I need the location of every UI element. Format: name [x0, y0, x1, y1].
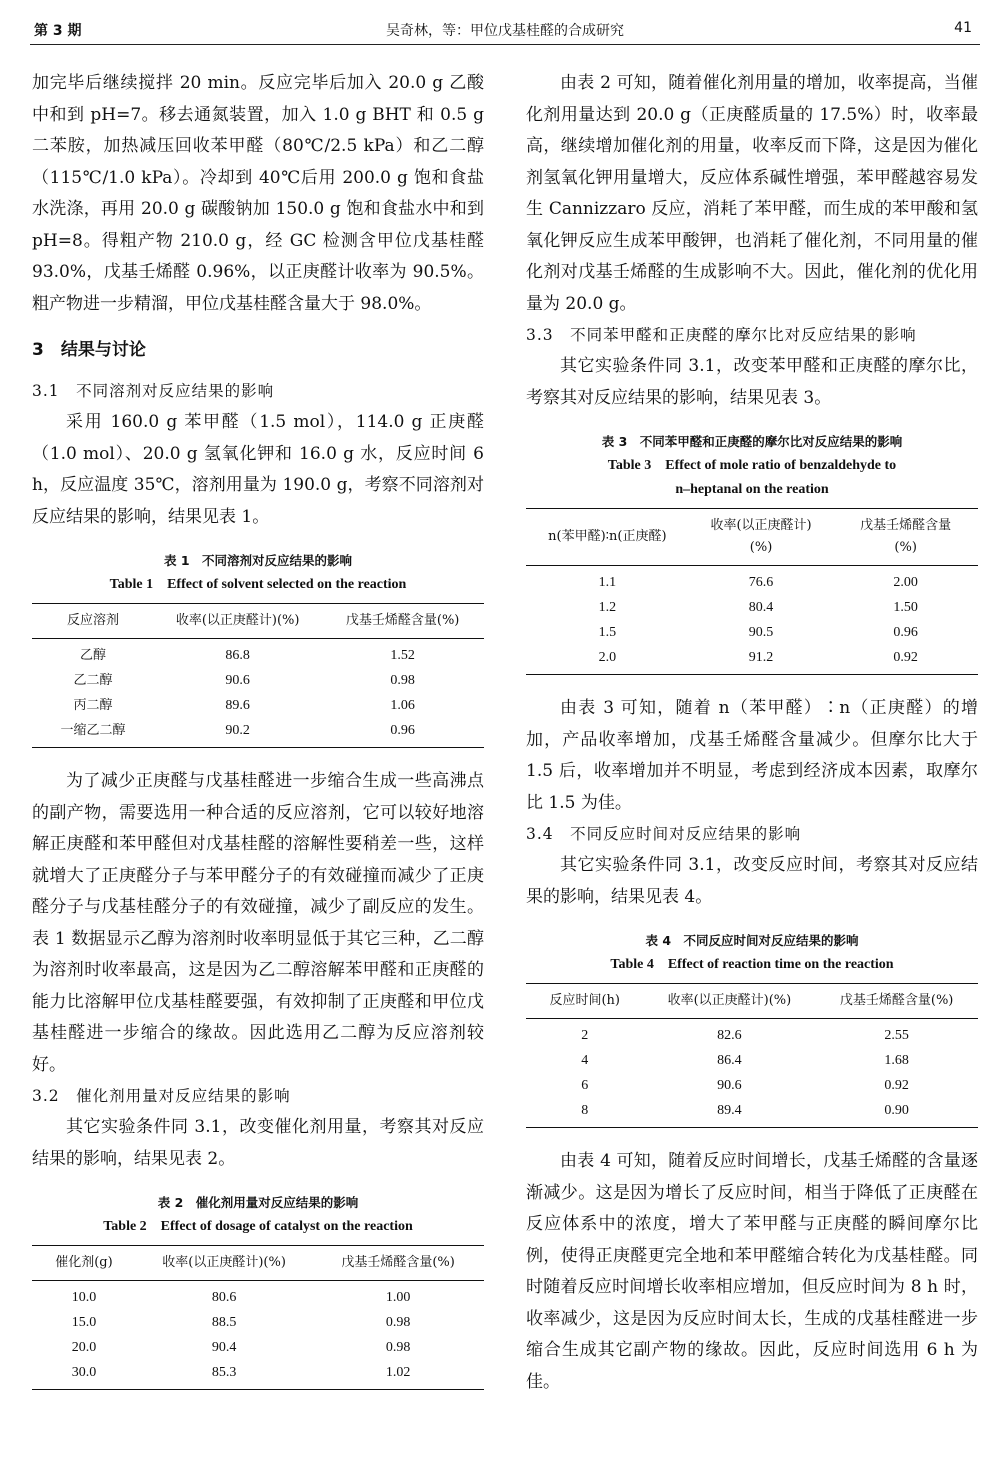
table-cell: 0.98 [385, 1340, 411, 1355]
subsection-heading-3-4: 3.4 不同反应时间对反应结果的影响 [526, 825, 802, 843]
table-row [32, 1281, 484, 1311]
table-cell: 85.3 [136, 1360, 312, 1390]
table-cell: 2.00 [893, 575, 918, 590]
table-row [32, 668, 484, 693]
table-header-row [526, 509, 978, 566]
table-1-grid [32, 603, 484, 748]
table-header-cell: 收率(以正庚醛计)(%) [644, 984, 816, 1019]
table-cell: 丙二醇 [73, 698, 113, 713]
table-cell: 1.2 [598, 600, 617, 615]
table-header-text: 戊基壬烯醛含量 [860, 518, 952, 533]
table-header-cell: 收率(以正庚醛计)(%) [136, 1246, 312, 1281]
table-cell: 0.90 [815, 1098, 978, 1128]
table-cell: 2.55 [884, 1028, 909, 1043]
table-header-cell: 催化剂(g) [32, 1246, 136, 1281]
table-header-cell: n(苯甲醛)∶n(正庚醛) [526, 509, 689, 566]
table-3-caption-zh: 表 3 不同苯甲醛和正庚醛的摩尔比对反应结果的影响 [601, 434, 903, 449]
paragraph-ratio-discussion: 由表 3 可知，随着 n（苯甲醛）∶n（正庚醛）的增加，产品收率增加，戊基壬烯醛含量减少。但摩尔比大于 1.5 后，收率增加并不明显，考虑到经济成本因素，取摩尔比 1.5 为佳。 [526, 698, 978, 813]
table-cell: 0.92 [833, 645, 978, 675]
table-cell: 10.0 [71, 1290, 97, 1305]
table-cell: 1.06 [390, 698, 415, 713]
table-row [526, 1098, 978, 1128]
table-cell: 1.68 [884, 1053, 909, 1068]
paragraph-procedure-end: 加完毕后继续搅拌 20 min。反应完毕后加入 20.0 g 乙酸中和到 pH=7。移去通氮装置，加入 1.0 g BHT 和 0.5 g 二苯胺，加热减压回收苯甲醛（80℃/2.5 kPa）和乙二醇（115℃/1.0 kPa）。冷却到 40℃后用 200.0 g 饱和食盐水洗涤，再用 20.0 g 碳酸钠加 150.0 g 饱和食盐水中和到 pH=8。得粗产物 210.0 g，经 GC 检测含甲位戊基桂醛 93.0%，戊基壬烯醛 0.96%，以正庚醛计收率为 90.5%。粗产物进一步精溜，甲位戊基桂醛含量大于 98.0%。 [32, 73, 484, 314]
table-cell: 6 [581, 1078, 589, 1093]
table-row [526, 620, 978, 645]
table-row [526, 1019, 978, 1049]
table-cell: 90.2 [154, 718, 321, 748]
table-row [32, 718, 484, 748]
table-2 [32, 1191, 484, 1390]
table-cell: 89.4 [644, 1098, 816, 1128]
table-4-caption-en: Table 4 Effect of reaction time on the reaction [610, 957, 894, 972]
table-cell: 80.6 [211, 1290, 237, 1305]
table-cell: 76.6 [748, 575, 774, 590]
paragraph-3-3: 其它实验条件同 3.1，改变苯甲醛和正庚醛的摩尔比，考察其对反应结果的影响，结果见表 3。 [526, 356, 978, 408]
table-header-text: 收率(以正庚醛计) [710, 518, 812, 533]
table-cell: 86.8 [225, 648, 250, 663]
table-1-caption-en: Table 1 Effect of solvent selected on the reaction [109, 577, 407, 592]
table-cell: 乙醇 [80, 648, 107, 663]
table-cell: 0.98 [390, 673, 415, 688]
table-row [32, 1335, 484, 1360]
table-2-caption-zh: 表 2 催化剂用量对反应结果的影响 [157, 1195, 359, 1210]
table-cell: 0.98 [385, 1315, 411, 1330]
table-row [526, 595, 978, 620]
subsection-heading-3-3: 3.3 不同苯甲醛和正庚醛的摩尔比对反应结果的影响 [526, 326, 917, 344]
table-header-cell: 反应溶剂 [32, 604, 154, 639]
table-cell: 90.6 [717, 1078, 742, 1093]
table-cell: 15.0 [71, 1315, 97, 1330]
paragraph-3-2: 其它实验条件同 3.1，改变催化剂用量，考察其对反应结果的影响，结果见表 2。 [32, 1117, 484, 1169]
table-cell: 80.4 [748, 600, 774, 615]
table-cell: 1.02 [312, 1360, 484, 1390]
table-row [32, 639, 484, 669]
table-3-grid [526, 508, 978, 675]
right-column [526, 68, 978, 1398]
table-cell: 1.5 [598, 625, 617, 640]
table-cell: 82.6 [717, 1028, 742, 1043]
running-header [30, 14, 980, 45]
table-header-cell: 戊基壬烯醛含量(%) [312, 1246, 484, 1281]
section-heading-results: 3 结果与讨论 [32, 340, 146, 360]
table-cell: 0.96 [321, 718, 484, 748]
paragraph-solvent-discussion: 为了减少正庚醛与戊基桂醛进一步缩合生成一些高沸点的副产物，需要选用一种合适的反应溶剂，它可以较好地溶解正庚醛和苯甲醛但对戊基桂醛的溶解性要稍差一些，这样就增大了正庚醛分子与苯甲醛分子的有效碰撞而减少了正庚醛分子与戊基桂醛分子的有效碰撞，减少了副反应的发生。表 1 数据显示乙醇为溶剂时收率明显低于其它三种，乙二醇为溶剂时收率最高，这是因为乙二醇溶解苯甲醛和正庚醛的能力比溶解甲位戊基桂醛要强，有效抑制了正庚醛和甲位戊基桂醛进一步缩合的缘故。因此选用乙二醇为反应溶剂较好。 [32, 771, 484, 1075]
table-1 [32, 549, 484, 748]
table-2-grid [32, 1245, 484, 1390]
table-header-unit: (%) [894, 540, 917, 555]
running-title: 吴奇林，等：甲位戊基桂醛的合成研究 [386, 23, 624, 39]
table-header-cell: 戊基壬烯醛含量(%) [815, 984, 978, 1019]
table-cell: 1.1 [598, 575, 617, 590]
table-cell: 1.50 [893, 600, 918, 615]
table-row [32, 693, 484, 718]
table-cell: 90.6 [225, 673, 250, 688]
table-cell: 2 [581, 1028, 589, 1043]
table-cell: 0.96 [893, 625, 918, 640]
table-cell: 乙二醇 [73, 673, 113, 688]
table-header-row [32, 604, 484, 639]
table-3-caption-en-line2: n–heptanal on the reation [675, 482, 829, 497]
table-header-row [526, 984, 978, 1019]
table-cell: 90.4 [211, 1340, 237, 1355]
table-cell: 1.00 [385, 1290, 411, 1305]
table-2-caption-en: Table 2 Effect of dosage of catalyst on the reaction [103, 1219, 413, 1234]
table-1-caption-zh: 表 1 不同溶剂对反应结果的影响 [163, 553, 353, 568]
table-3 [526, 430, 978, 675]
table-row [526, 566, 978, 596]
subsection-heading-3-1: 3.1 不同溶剂对反应结果的影响 [32, 382, 275, 400]
table-cell: 0.92 [884, 1078, 909, 1093]
table-header-unit: (%) [749, 540, 773, 555]
paragraph-time-discussion: 由表 4 可知，随着反应时间增长，戊基壬烯醛的含量逐渐减少。这是因为增长了反应时间，相当于降低了正庚醛在反应体系中的浓度，增大了苯甲醛与正庚醛的瞬间摩尔比例，使得正庚醛更完全地和苯甲醛缩合转化为戊基桂醛。同时随着反应时间增长收率相应增加，但反应时间为 8 h 时，收率减少，这是因为反应时间太长，生成的戊基桂醛进一步缩合生成其它副产物的缘故。因此，反应时间选用 6 h 为佳。 [526, 1151, 978, 1392]
page-number: 41 [954, 20, 972, 36]
table-header-cell [689, 509, 834, 566]
table-cell: 89.6 [225, 698, 250, 713]
table-row [526, 1073, 978, 1098]
table-row [526, 645, 978, 675]
table-4-caption-zh: 表 4 不同反应时间对反应结果的影响 [645, 933, 859, 948]
paragraph-3-4: 其它实验条件同 3.1，改变反应时间，考察其对反应结果的影响，结果见表 4。 [526, 855, 978, 907]
table-cell: 30.0 [32, 1360, 136, 1390]
table-cell: 20.0 [71, 1340, 97, 1355]
table-header-row [32, 1246, 484, 1281]
table-cell: 1.52 [390, 648, 415, 663]
paragraph-catalyst-discussion: 由表 2 可知，随着催化剂用量的增加，收率提高，当催化剂用量达到 20.0 g（正庚醛质量的 17.5%）时，收率最高，继续增加催化剂的用量，收率反而下降，这是因为催化剂氢氧化钾用量增大，反应体系碱性增强，苯甲醛越容易发生 Cannizzaro 反应，消耗了苯甲醛，而生成的苯甲酸和氢氧化钾反应生成苯甲酸钾，也消耗了催化剂，不同用量的催化剂对戊基壬烯醛的生成影响不大。因此，催化剂的优化用量为 20.0 g。 [526, 73, 978, 314]
table-cell: 86.4 [717, 1053, 742, 1068]
table-row [32, 1310, 484, 1335]
table-cell: 88.5 [211, 1315, 237, 1330]
table-row [32, 1360, 484, 1390]
table-cell: 8 [526, 1098, 644, 1128]
table-row [526, 1048, 978, 1073]
left-column [32, 68, 484, 1408]
table-header-cell: 收率(以正庚醛计)(%) [154, 604, 321, 639]
table-cell: 2.0 [526, 645, 689, 675]
table-cell: 90.5 [748, 625, 774, 640]
table-cell: 91.2 [689, 645, 834, 675]
table-4 [526, 929, 978, 1128]
paragraph-3-1: 采用 160.0 g 苯甲醛（1.5 mol），114.0 g 正庚醛（1.0 mol）、20.0 g 氢氧化钾和 16.0 g 水，反应时间 6 h，反应温度 35℃，溶剂用量为 190.0 g，考察不同溶剂对反应结果的影响，结果见表 1。 [32, 412, 484, 527]
subsection-heading-3-2: 3.2 催化剂用量对反应结果的影响 [32, 1087, 291, 1105]
table-4-grid [526, 983, 978, 1128]
table-header-cell: 戊基壬烯醛含量(%) [321, 604, 484, 639]
table-3-caption-en-line1: Table 3 Effect of mole ratio of benzaldehyde to [607, 458, 897, 473]
table-header-cell [833, 509, 978, 566]
issue-number: 第 3 期 [34, 23, 82, 39]
table-cell: 4 [581, 1053, 589, 1068]
table-cell: 一缩乙二醇 [32, 718, 154, 748]
table-header-cell: 反应时间(h) [526, 984, 644, 1019]
